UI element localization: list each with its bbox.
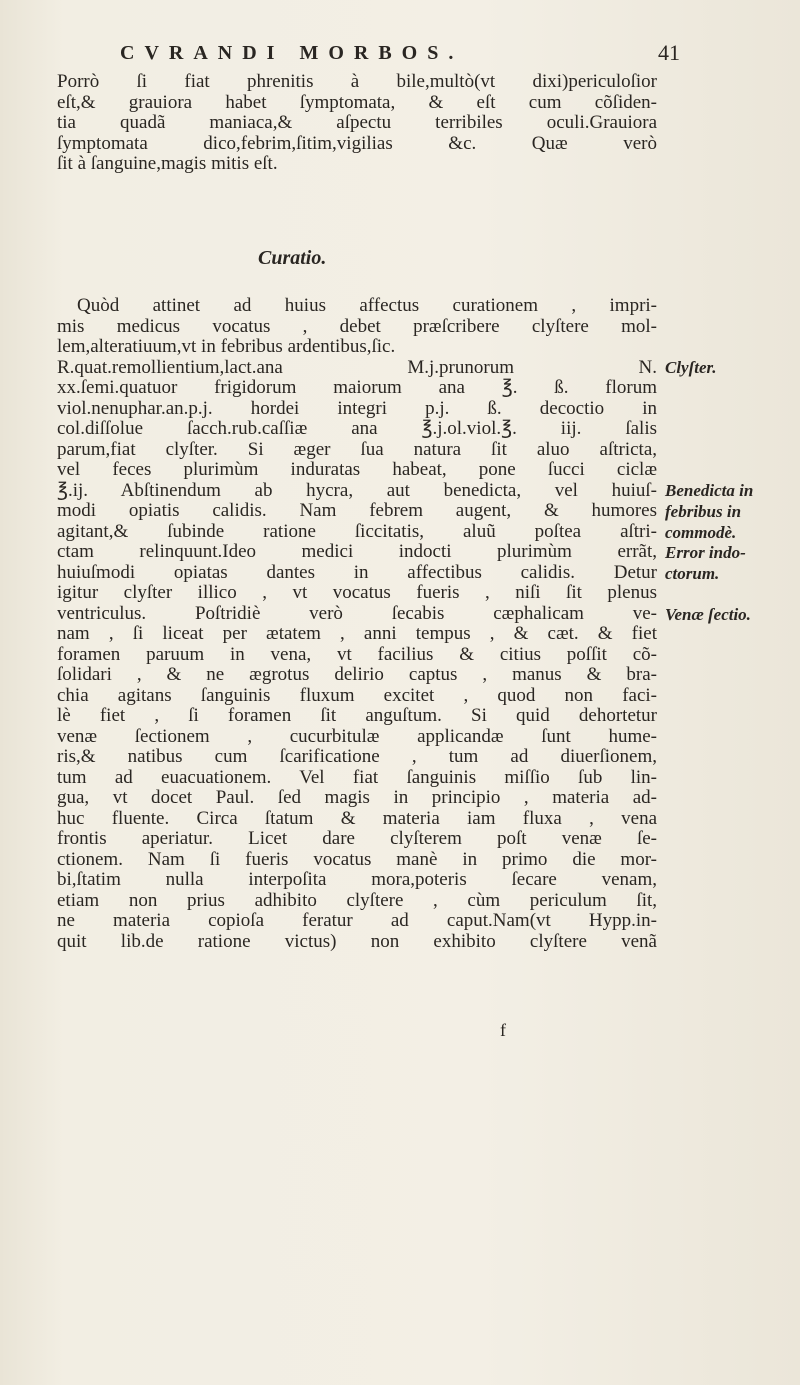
- text-line: ſit à ſanguine,magis mitis eſt.: [57, 154, 278, 174]
- margin-note-ctorum: ctorum.: [665, 564, 720, 583]
- text-line: frontis aperiatur. Licet dare clyſterem poſt venæ ſe-: [57, 829, 657, 849]
- curatio-paragraph: [57, 296, 657, 952]
- text-line: quit lib.de ratione victus) non exhibito clyſtere venã: [57, 931, 657, 952]
- section-title: Curatio.: [258, 247, 327, 269]
- signature-mark: f: [500, 1020, 506, 1040]
- text-line: parum,fiat clyſter. Si æger ſua natura ſit aluo aſtricta,: [57, 439, 657, 460]
- text-line: ſymptomata dico,febrim,ſitim,vigilias &c. Quæ verò: [57, 133, 657, 154]
- text-line: eſt,& grauiora habet ſymptomata, & eſt cum cõſiden-: [57, 92, 657, 113]
- page-number: 41: [658, 40, 680, 65]
- text-line: bi,ſtatim nulla interpoſita mora,poteris ſecare venam,: [57, 870, 657, 890]
- text-line: ctionem. Nam ſi fueris vocatus manè in primo die mor-: [57, 849, 657, 870]
- text-line: ſolidari , & ne ægrotus delirio captus , manus & bra-: [57, 665, 657, 685]
- text-line: igitur clyſter illico , vt vocatus fueris , niſi ſit plenus: [57, 583, 657, 603]
- text-line: lè fiet , ſi foramen ſit anguſtum. Si quid dehortetur: [57, 706, 657, 726]
- page-header: [120, 42, 680, 72]
- text-line: ris,& natibus cum ſcarificatione , tum ad diuerſionem,: [57, 747, 657, 767]
- text-line: tia quadã maniaca,& aſpectu terribiles oculi.Grauiora: [57, 113, 657, 133]
- text-line: ne materia copioſa feratur ad caput.Nam(vt Hypp.in-: [57, 911, 657, 931]
- text-line: ctam relinquunt.Ideo medici indocti plurimùm errãt,: [57, 542, 657, 562]
- text-line: huiuſmodi opiatas dantes in affectibus calidis. Detur: [57, 562, 657, 583]
- margin-note-benedicta: Benedicta in: [665, 481, 754, 500]
- text-line: modi opiatis calidis. Nam febrem augent, & humores: [57, 501, 657, 521]
- text-line: ℥.ij. Abſtinendum ab hycra, aut benedicta, vel huiuſ-: [57, 480, 657, 501]
- text-line: viol.nenuphar.an.p.j. hordei integri p.j. ß. decoctio in: [57, 398, 657, 419]
- margin-note-febribus: febribus in: [665, 502, 742, 521]
- text-line: mis medicus vocatus , debet præſcribere clyſtere mol-: [57, 316, 657, 337]
- text-line: chia agitans ſanguinis fluxum excitet , quod non faci-: [57, 685, 657, 706]
- margin-note-error: Error indo-: [665, 543, 746, 562]
- text-line: col.diſſolue ſacch.rub.caſſiæ ana ℥.j.ol.viol.℥. iij. ſalis: [57, 419, 657, 439]
- text-line: huc fluente. Circa ſtatum & materia iam fluxa , vena: [57, 808, 657, 829]
- running-head: CVRANDI MORBOS.: [120, 42, 464, 64]
- text-line: ventriculus. Poſtridiè verò ſecabis cæphalicam ve-: [57, 603, 657, 624]
- intro-paragraph: [57, 72, 657, 175]
- text-line: lem,alteratiuum,vt in febribus ardentibus,ſic.: [57, 337, 396, 357]
- text-line: xx.ſemi.quatuor frigidorum maiorum ana ℥. ß. florum: [57, 378, 657, 398]
- text-line: vel feces plurimùm induratas habeat, pone ſucci ciclæ: [57, 460, 657, 480]
- text-line: etiam non prius adhibito clyſtere , cùm periculum ſit,: [57, 890, 657, 911]
- margin-note-commode: commodè.: [665, 523, 737, 542]
- text-line: foramen paruum in vena, vt facilius & citius poſſit cõ-: [57, 644, 657, 665]
- text-line: gua, vt docet Paul. ſed magis in principio , materia ad-: [57, 788, 657, 808]
- margin-note-venae-sectio: Venæ ſectio.: [665, 605, 751, 624]
- text-line: tum ad euacuationem. Vel fiat ſanguinis miſſio ſub lin-: [57, 767, 657, 788]
- text-line: Quòd attinet ad huius affectus curationem , impri-: [77, 296, 657, 316]
- text-line: Porrò ſi fiat phrenitis à bile,multò(vt dixi)periculoſior: [57, 72, 657, 92]
- text-line: venæ ſectionem , cucurbitulæ applicandæ ſunt hume-: [57, 726, 657, 747]
- text-line: R.quat.remollientium,lact.ana M.j.prunorum N.: [57, 357, 657, 378]
- text-line: agitant,& ſubinde ratione ſiccitatis, aluũ poſtea aſtri-: [57, 521, 657, 542]
- margin-note-clyster: Clyſter.: [665, 358, 717, 377]
- text-line: nam , ſi liceat per ætatem , anni tempus , & cæt. & fiet: [57, 624, 657, 644]
